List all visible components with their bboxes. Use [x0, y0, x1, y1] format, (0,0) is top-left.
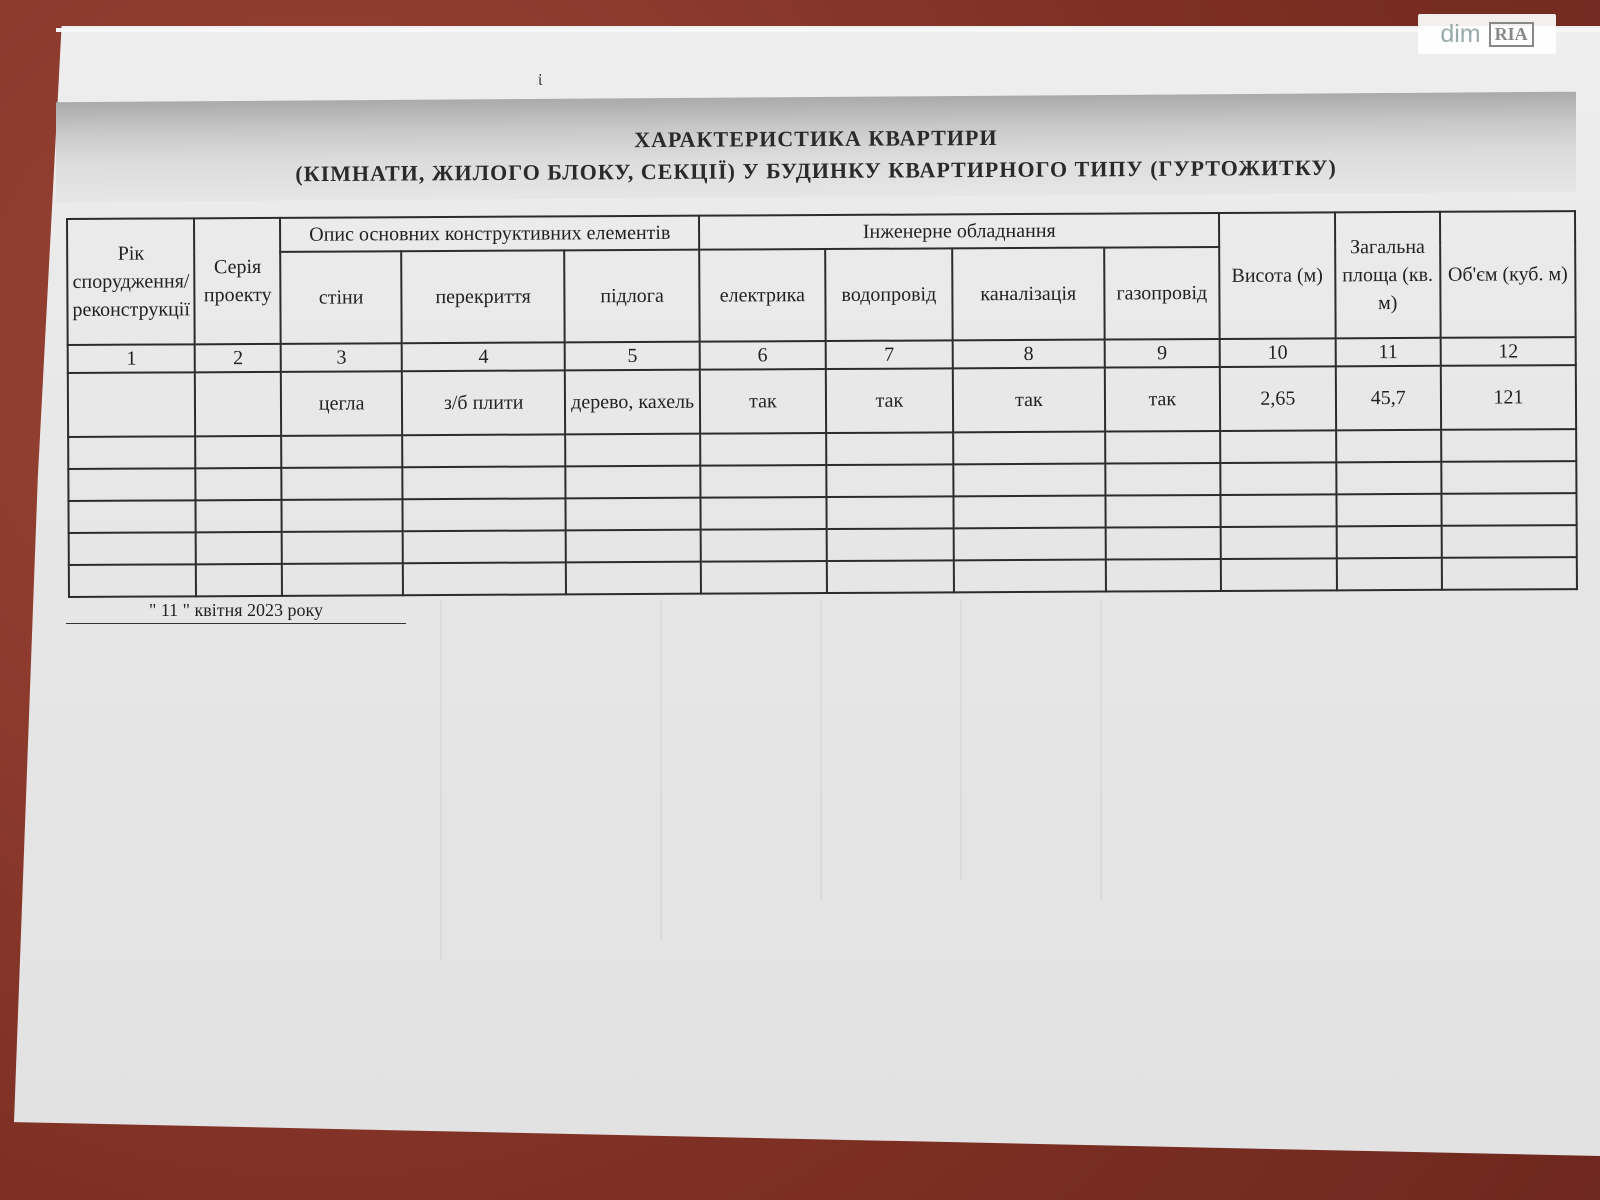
column-number: 11: [1335, 338, 1441, 367]
column-number: 10: [1220, 338, 1335, 367]
column-number: 8: [953, 340, 1104, 369]
cell-year: [68, 372, 196, 437]
header-volume: Об'єм (куб. м): [1440, 211, 1576, 338]
column-number: 12: [1441, 337, 1576, 366]
tick-mark: ἰ: [538, 72, 543, 89]
cell-area: 45,7: [1335, 366, 1441, 431]
header-series: Серія проекту: [194, 218, 281, 344]
header-height: Висота (м): [1219, 212, 1335, 339]
cell-walls: цегла: [281, 371, 402, 436]
bleed-through-line: [1100, 600, 1102, 900]
header-floor: підлога: [564, 250, 699, 343]
header-electric: електрика: [699, 249, 825, 342]
header-engineering-group: Інженерне обладнання: [699, 213, 1219, 250]
column-number: 2: [195, 344, 281, 372]
watermark-ria: RIA: [1489, 22, 1534, 47]
table-row: [68, 365, 1576, 437]
bleed-through-line: [820, 600, 822, 900]
header-construction-group: Опис основних конструктивних елементів: [280, 216, 699, 252]
paper-edge: [56, 28, 1600, 32]
cell-floors-overlap: з/б плити: [402, 370, 565, 435]
document-title: [56, 121, 1576, 188]
cell-volume: 121: [1441, 365, 1576, 430]
header-year: Рік спорудження/ реконструкції: [67, 218, 195, 345]
cell-floor: дерево, кахель: [565, 370, 700, 435]
column-number: 5: [565, 342, 700, 371]
cell-electric: так: [700, 369, 826, 434]
document-date: " 11 " квітня 2023 року: [66, 600, 406, 624]
column-number: 1: [68, 344, 196, 373]
column-number: 3: [281, 343, 402, 372]
characteristics-table: [66, 210, 1578, 598]
cell-height: 2,65: [1220, 366, 1336, 431]
header-sewer: каналізація: [952, 248, 1104, 341]
column-number: 9: [1104, 339, 1220, 368]
column-number: 6: [700, 341, 826, 370]
title-line-2: (КІМНАТИ, ЖИЛОГО БЛОКУ, СЕКЦІЇ) У БУДИНКУ КВАРТИРНОГО ТИПУ (ГУРТОЖИТКУ): [295, 154, 1337, 187]
cell-sewer: так: [953, 368, 1105, 433]
cell-gas: так: [1104, 367, 1220, 432]
bleed-through-line: [960, 600, 962, 880]
dim-ria-watermark: [1418, 14, 1556, 54]
cell-water: так: [825, 368, 953, 433]
empty-row: [69, 557, 1577, 597]
column-number: 7: [825, 340, 953, 369]
column-number: 4: [402, 342, 565, 371]
bleed-through-line: [660, 600, 662, 940]
bleed-through-line: [440, 600, 442, 960]
watermark-dim: dim: [1440, 19, 1481, 48]
cell-series: [195, 372, 281, 436]
title-line-1: ХАРАКТЕРИСТИКА КВАРТИРИ: [634, 124, 998, 153]
header-floors-overlap: перекриття: [401, 250, 565, 343]
header-gas: газопровід: [1104, 247, 1220, 340]
header-area: Загальна площа (кв. м): [1334, 212, 1440, 339]
header-walls: стіни: [280, 251, 401, 344]
header-water: водопровід: [825, 248, 953, 341]
